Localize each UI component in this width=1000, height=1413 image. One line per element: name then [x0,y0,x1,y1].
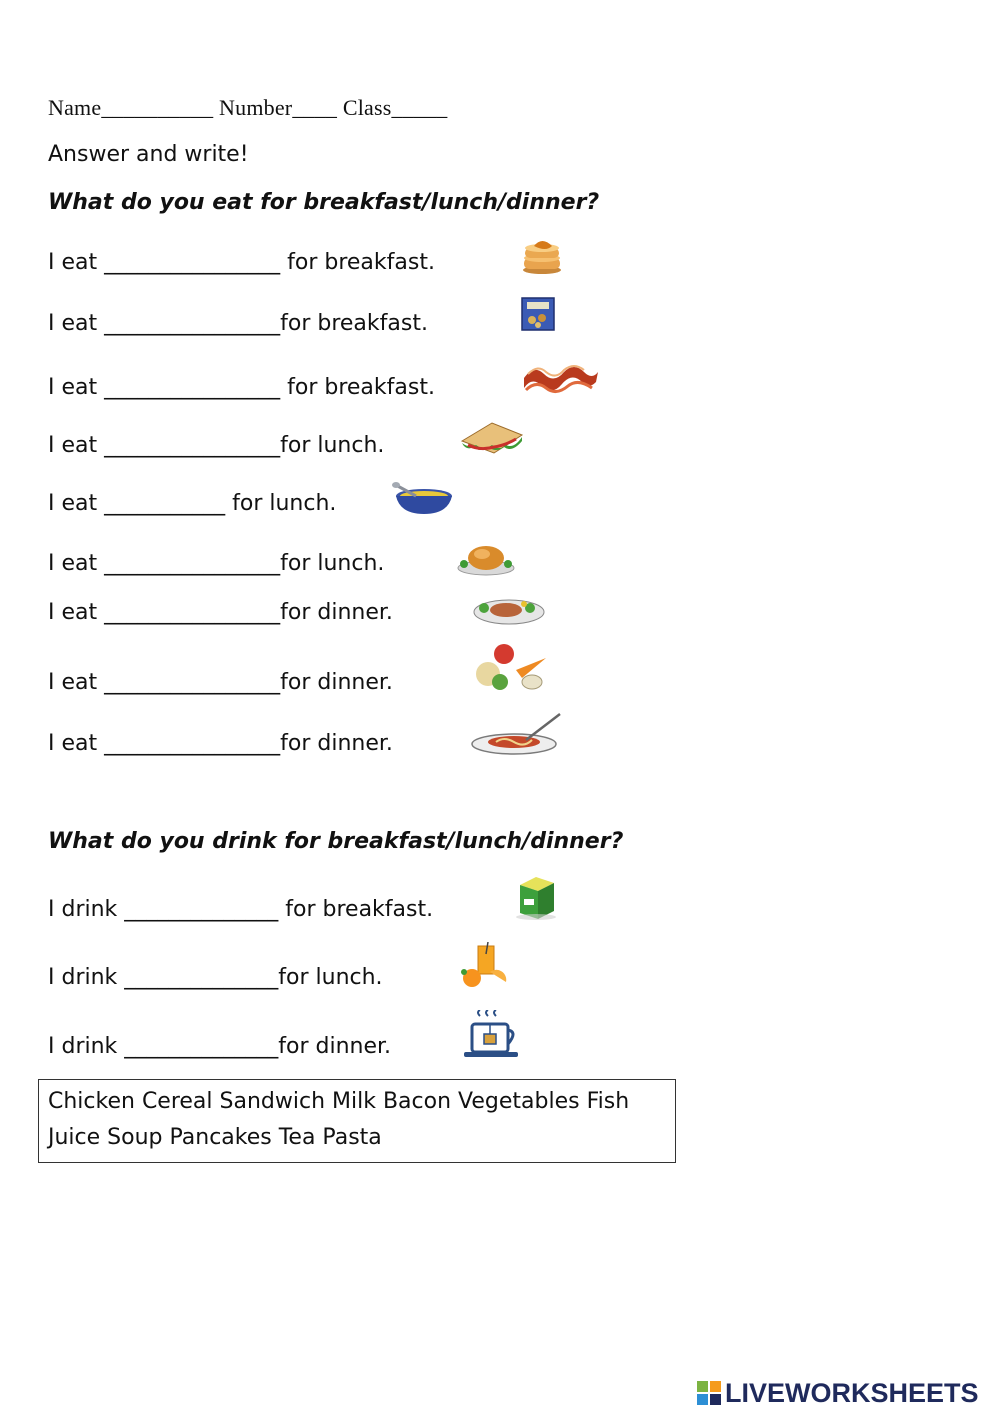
eat-row-6: I eat ________________for lunch. [48,551,385,576]
eat-row-5: I eat ___________ for lunch. [48,491,337,516]
eat-row-3: I eat ________________ for breakfast. [48,375,435,400]
word-bank-line-1: Chicken Cereal Sandwich Milk Bacon Vegetables Fish [48,1089,630,1114]
fish-plate-icon [472,592,546,626]
drink-question: What do you drink for breakfast/lunch/dinner? [48,829,624,854]
milk-carton-icon [514,875,558,921]
eat-row-4: I eat ________________for lunch. [48,433,385,458]
drink-row-1: I drink ______________ for breakfast. [48,897,434,922]
student-info-line: Name__________ Number____ Class_____ [48,95,448,120]
pasta-plate-icon [470,712,562,756]
word-bank [38,1079,676,1163]
drink-row-3: I drink ______________for dinner. [48,1034,392,1059]
eat-row-9: I eat ________________for dinner. [48,731,393,756]
eat-row-7: I eat ________________for dinner. [48,600,393,625]
vegetables-icon [470,640,548,694]
tea-cup-icon [462,1010,520,1060]
soup-bowl-icon [392,482,454,516]
bacon-icon [520,356,600,400]
orange-juice-icon [460,942,508,988]
liveworksheets-logo [697,1378,979,1408]
eat-row-8: I eat ________________for dinner. [48,670,393,695]
pancakes-icon [520,236,564,276]
drink-row-2: I drink ______________for lunch. [48,965,383,990]
roast-chicken-icon [456,536,516,576]
logo-mark-icon [697,1381,721,1405]
eat-row-2: I eat ________________for breakfast. [48,311,428,336]
sandwich-icon [458,419,526,457]
eat-row-1: I eat ________________ for breakfast. [48,250,435,275]
word-bank-line-2: Juice Soup Pancakes Tea Pasta [48,1125,382,1150]
instruction-text: Answer and write! [48,142,249,167]
cereal-box-icon [520,296,556,332]
logo-text: LIVEWORKSHEETS [725,1377,979,1408]
eat-question: What do you eat for breakfast/lunch/dinner? [48,190,600,215]
